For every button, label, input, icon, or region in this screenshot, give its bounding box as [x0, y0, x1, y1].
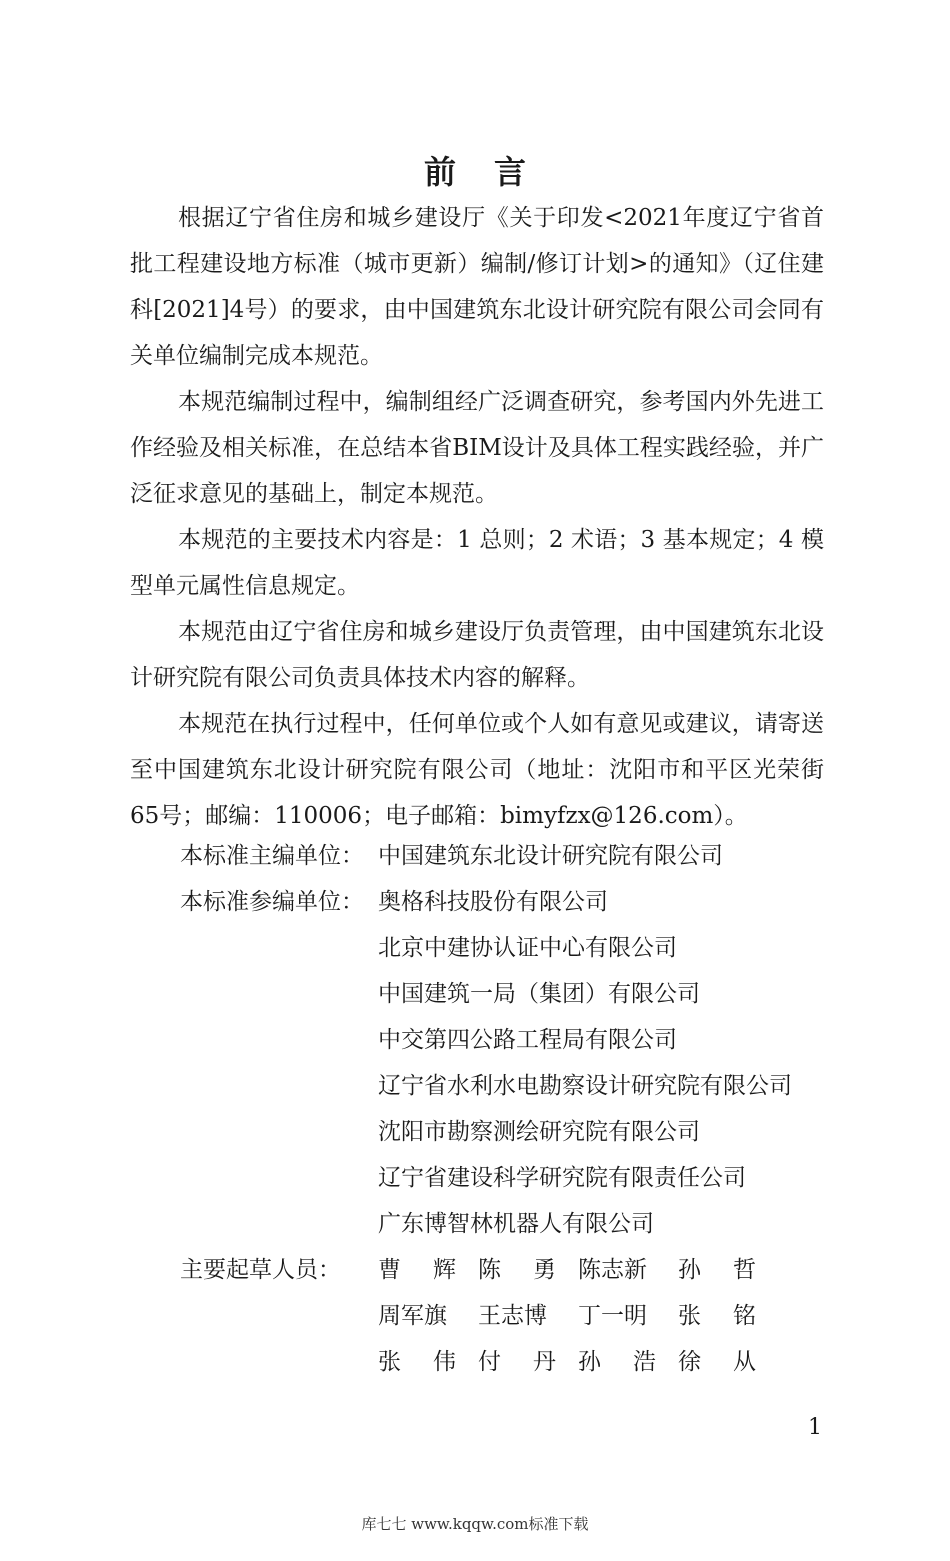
- drafter-name: 周军旗: [378, 1303, 447, 1329]
- drafters-names: [378, 1293, 840, 1339]
- participant-unit: 辽宁省建设科学研究院有限责任公司: [378, 1165, 746, 1191]
- participant-row: [180, 1017, 840, 1063]
- participant-unit: 中国建筑一局（集团）有限公司: [378, 981, 700, 1007]
- participants-label: 本标准参编单位：: [180, 889, 364, 915]
- participant-row: [180, 1063, 840, 1109]
- participant-row: [180, 1155, 840, 1201]
- drafter-name: 陈 勇: [478, 1257, 556, 1283]
- download-watermark: 库七七 www.kqqw.com标准下载: [361, 1515, 589, 1533]
- preface-paragraph-3: 本规范的主要技术内容是：1 总则；2 术语；3 基本规定；4 模型单元属性信息规定。: [130, 527, 824, 599]
- page-number: 1: [808, 1415, 822, 1440]
- participant-row: [180, 879, 840, 925]
- drafters-label: 主要起草人员：: [180, 1257, 341, 1283]
- drafter-name: 陈志新: [578, 1257, 647, 1283]
- participant-row: [180, 1201, 840, 1247]
- drafters-names: [378, 1247, 840, 1293]
- participant-unit: 辽宁省水利水电勘察设计研究院有限公司: [378, 1073, 792, 1099]
- drafters-row: [180, 1293, 840, 1339]
- preface-paragraph-5: 本规范在执行过程中，任何单位或个人如有意见或建议，请寄送至中国建筑东北设计研究院有限公司（地址：沈阳市和平区光荣街65号；邮编：110006；电子邮箱：bimyfzx@126.com）。: [130, 711, 824, 829]
- drafter-name: 张 铭: [678, 1303, 756, 1329]
- preface-paragraph-2: 本规范编制过程中，编制组经广泛调查研究，参考国内外先进工作经验及相关标准，在总结本省BIM设计及具体工程实践经验，并广泛征求意见的基础上，制定本规范。: [130, 389, 824, 507]
- preface-paragraph-1: 根据辽宁省住房和城乡建设厅《关于印发<2021年度辽宁省首批工程建设地方标准（城市更新）编制/修订计划>的通知》（辽住建科[2021]4号）的要求，由中国建筑东北设计研究院有限公司会同有关单位编制完成本规范。: [130, 205, 824, 369]
- drafter-name: 孙 浩: [578, 1349, 656, 1375]
- drafter-name: 孙 哲: [678, 1257, 756, 1283]
- drafter-name: 徐 从: [678, 1349, 756, 1375]
- chief-editor-row: [180, 833, 840, 879]
- preface-paragraph-4: 本规范由辽宁省住房和城乡建设厅负责管理，由中国建筑东北设计研究院有限公司负责具体技术内容的解释。: [130, 619, 824, 691]
- participant-unit: 奥格科技股份有限公司: [378, 889, 608, 915]
- drafters-row: [180, 1247, 840, 1293]
- page-title: 前言: [423, 153, 564, 191]
- participant-row: [180, 1109, 840, 1155]
- participant-unit: 中交第四公路工程局有限公司: [378, 1027, 677, 1053]
- drafter-name: 付 丹: [478, 1349, 556, 1375]
- drafter-name: 王志博: [478, 1303, 547, 1329]
- drafters-names: [378, 1339, 840, 1385]
- participant-unit: 广东博智林机器人有限公司: [378, 1211, 654, 1237]
- drafter-name: 曹 辉: [378, 1257, 456, 1283]
- participant-row: [180, 925, 840, 971]
- drafters-row: [180, 1339, 840, 1385]
- chief-editor-label: 本标准主编单位：: [180, 843, 364, 869]
- organization-info: [180, 833, 840, 1385]
- participant-unit: 北京中建协认证中心有限公司: [378, 935, 677, 961]
- participant-unit: 沈阳市勘察测绘研究院有限公司: [378, 1119, 700, 1145]
- drafter-name: 丁一明: [578, 1303, 647, 1329]
- chief-editor-unit: 中国建筑东北设计研究院有限公司: [378, 843, 723, 869]
- drafter-name: 张 伟: [378, 1349, 456, 1375]
- participant-row: [180, 971, 840, 1017]
- preface-body: [130, 195, 824, 839]
